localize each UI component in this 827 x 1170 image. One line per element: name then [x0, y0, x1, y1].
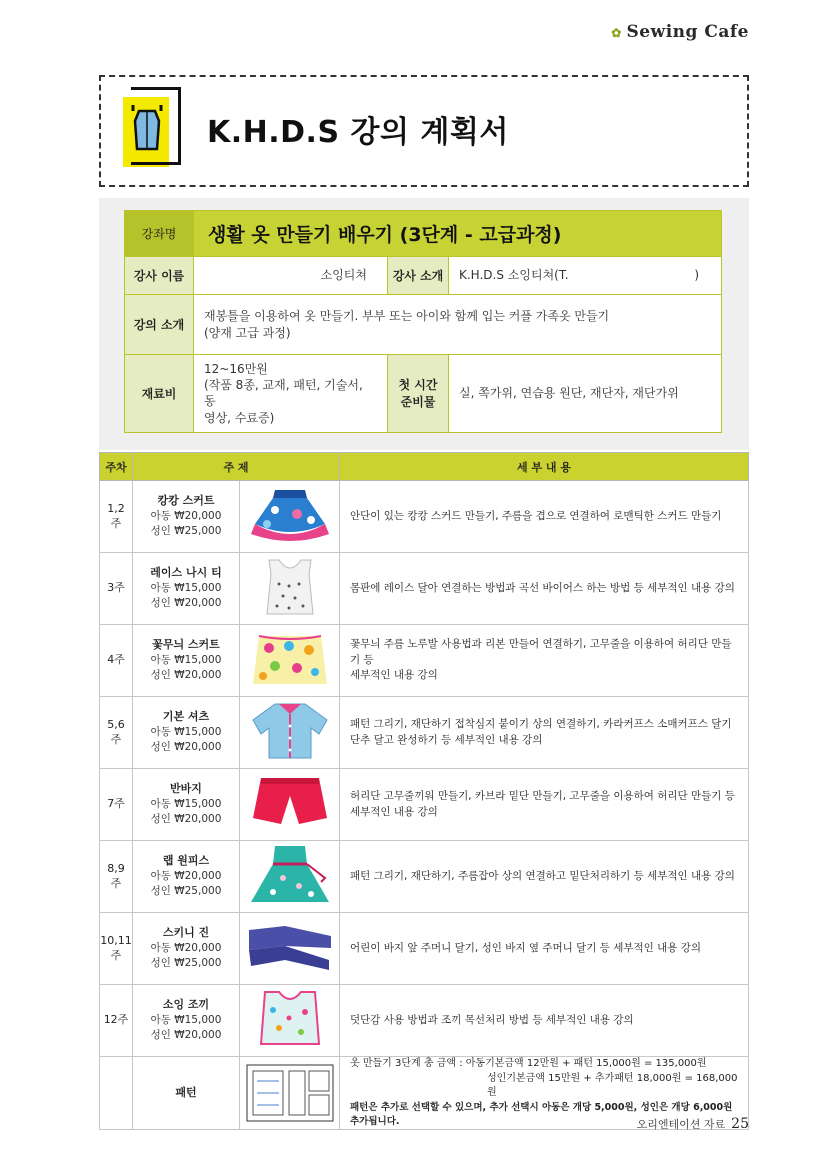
- week-cell: [100, 769, 133, 841]
- pattern-price-line: 옷 만들기 3단계 총 금액 : 아동기본금액 12만원 + 패턴 15,000원 = 135,000원: [350, 1058, 707, 1069]
- week-cell: [100, 841, 133, 913]
- lecture-intro-label: 강의 소개: [125, 295, 194, 355]
- detail-line: 몸판에 레이스 달아 연결하는 방법과 곡선 바이어스 하는 방법 등 세부적인 내용 강의: [350, 581, 735, 594]
- lecture-intro-line: (양재 고급 과정): [204, 325, 291, 340]
- cancan-skirt-image: [245, 484, 335, 546]
- item-name: 소잉 조끼: [162, 998, 210, 1012]
- basic-shirt-image: [245, 700, 335, 762]
- course-info-table: [124, 210, 722, 433]
- material-fee-line: 12~16만원: [204, 362, 268, 376]
- pattern-note: 패턴은 추가로 선택할 수 있으며, 추가 선택시 아동은 개당 5,000원, 성인은 개당 6,000원 추가됩니다.: [350, 1101, 733, 1127]
- table-row: [100, 697, 749, 769]
- instructor-intro-close: ): [694, 268, 699, 283]
- adult-price: 성인 ₩20,000: [150, 669, 222, 682]
- table-row: [100, 841, 749, 913]
- week-cell: [100, 625, 133, 697]
- adult-price: 성인 ₩20,000: [150, 813, 222, 826]
- detail-line: 안단이 있는 캉캉 스커드 만들기, 주름을 겹으로 연결하여 로맨틱한 스커드 만들기: [350, 509, 722, 522]
- detail-cell: [340, 769, 749, 841]
- topic-cell: [133, 1057, 240, 1130]
- adult-price: 성인 ₩20,000: [150, 597, 222, 610]
- lecture-intro-cell: [194, 295, 722, 355]
- week-text: 4주: [107, 653, 125, 667]
- detail-cell: [340, 841, 749, 913]
- course-label: 강좌명: [125, 211, 194, 257]
- kid-price: 아동 ₩15,000: [150, 582, 222, 595]
- image-cell: [240, 769, 340, 841]
- week-text: 7주: [107, 797, 125, 811]
- dress-form-icon: [123, 87, 183, 167]
- adult-price: 성인 ₩25,000: [150, 525, 222, 538]
- leaf-icon: ✿: [611, 26, 627, 40]
- instructor-name-label: 강사 이름: [125, 257, 194, 295]
- image-cell: [240, 841, 340, 913]
- detail-line: 세부적인 내용 강의: [350, 669, 438, 682]
- week-text: 주: [110, 516, 122, 530]
- image-cell: [240, 1057, 340, 1130]
- floral-skirt-image: [245, 628, 335, 690]
- page-footer: [637, 1116, 749, 1132]
- detail-line: 패턴 그리기, 재단하기 접착심지 붙이기 상의 연결하기, 카라커프스 소매커프스 달기: [350, 717, 732, 730]
- material-fee-label: 재료비: [125, 355, 194, 433]
- wrap-dress-image: [245, 844, 335, 906]
- week-text: 주: [110, 876, 122, 890]
- table-row: [100, 769, 749, 841]
- kid-price: 아동 ₩15,000: [150, 726, 222, 739]
- instructor-intro-label: 강사 소개: [388, 257, 449, 295]
- topic-cell: [133, 913, 240, 985]
- brand-name: Sewing Cafe: [626, 22, 749, 42]
- topic-header: 주 제: [133, 453, 340, 481]
- detail-cell: [340, 697, 749, 769]
- table-row: [100, 553, 749, 625]
- table-row: [100, 481, 749, 553]
- topic-cell: [133, 697, 240, 769]
- image-cell: [240, 985, 340, 1057]
- detail-line: 단추 달고 완성하기 등 세부적인 내용 강의: [350, 733, 543, 746]
- first-class-label-line: 첫 시간: [398, 378, 438, 393]
- lace-top-image: [245, 556, 335, 618]
- image-cell: [240, 625, 340, 697]
- kid-price: 아동 ₩20,000: [150, 942, 222, 955]
- detail-line: 세부적인 내용 강의: [350, 805, 438, 818]
- pattern-name: 패턴: [175, 1086, 197, 1100]
- topic-cell: [133, 841, 240, 913]
- image-cell: [240, 553, 340, 625]
- week-cell: [100, 481, 133, 553]
- item-name: 캉캉 스커트: [157, 494, 215, 508]
- week-text: 주: [110, 732, 122, 746]
- table-row: [100, 985, 749, 1057]
- topic-cell: [133, 769, 240, 841]
- course-value: 생활 옷 만들기 배우기 (3단계 - 고급과정): [194, 211, 722, 257]
- topic-cell: [133, 985, 240, 1057]
- shorts-image: [245, 772, 335, 834]
- item-name: 기본 셔츠: [162, 710, 210, 724]
- kid-price: 아동 ₩20,000: [150, 870, 222, 883]
- week-cell: [100, 985, 133, 1057]
- item-name: 레이스 나시 티: [150, 566, 222, 580]
- week-text: 3주: [107, 581, 125, 595]
- kid-price: 아동 ₩20,000: [150, 510, 222, 523]
- detail-header: 세 부 내 용: [340, 453, 749, 481]
- pattern-price-line: 성인기본금액 15만원 + 추가패턴 18,000원 = 168,000원: [487, 1072, 738, 1098]
- week-header: 주차: [100, 453, 133, 481]
- brand-logo: [611, 22, 749, 42]
- detail-line: 꽃무늬 주름 노루발 사용법과 리본 만들어 연결하기, 고무줄을 이용하여 허리단 만들기 등: [350, 637, 732, 666]
- item-name: 반바지: [170, 782, 202, 796]
- instructor-name-value: 소잉티쳐: [194, 257, 388, 295]
- instructor-intro-cell: [449, 257, 722, 295]
- table-row: [100, 913, 749, 985]
- schedule-table: [99, 452, 749, 1130]
- pattern-sheet-image: [245, 1061, 335, 1123]
- page-number: 25: [731, 1116, 749, 1132]
- detail-cell: [340, 481, 749, 553]
- adult-price: 성인 ₩25,000: [150, 885, 222, 898]
- vest-image: [245, 988, 335, 1050]
- first-class-value: 실, 쪽가위, 연습용 원단, 재단자, 재단가위: [449, 355, 722, 433]
- topic-cell: [133, 553, 240, 625]
- week-cell: [100, 1057, 133, 1130]
- detail-cell: [340, 553, 749, 625]
- footer-label: 오리엔테이션 자료: [636, 1118, 726, 1131]
- week-text: 12주: [103, 1013, 129, 1027]
- instructor-intro-value: K.H.D.S 소잉티쳐(T.: [459, 268, 569, 283]
- detail-cell: [340, 913, 749, 985]
- adult-price: 성인 ₩25,000: [150, 957, 222, 970]
- adult-price: 성인 ₩20,000: [150, 741, 222, 754]
- topic-cell: [133, 481, 240, 553]
- item-name: 랩 원피스: [162, 854, 210, 868]
- material-fee-cell: [194, 355, 388, 433]
- week-cell: [100, 697, 133, 769]
- detail-line: 어린이 바지 앞 주머니 달기, 성인 바지 옆 주머니 달기 등 세부적인 내용 강의: [350, 941, 702, 954]
- detail-line: 패턴 그리기, 재단하기, 주름잡아 상의 연결하고 밑단처리하기 등 세부적인 내용 강의: [350, 869, 735, 882]
- table-row: [100, 625, 749, 697]
- week-text: 5,6: [107, 718, 125, 732]
- title-box: [99, 75, 749, 187]
- detail-cell: [340, 985, 749, 1057]
- skinny-jeans-image: [245, 916, 335, 978]
- kid-price: 아동 ₩15,000: [150, 654, 222, 667]
- image-cell: [240, 481, 340, 553]
- item-name: 꽃무늬 스커트: [152, 638, 220, 652]
- first-class-label-line: 준비물: [400, 395, 436, 410]
- week-text: 8,9: [107, 862, 125, 876]
- detail-line: 덧단감 사용 방법과 조끼 목선처리 방법 등 세부적인 내용 강의: [350, 1013, 634, 1026]
- week-cell: [100, 553, 133, 625]
- image-cell: [240, 913, 340, 985]
- kid-price: 아동 ₩15,000: [150, 1014, 222, 1027]
- image-cell: [240, 697, 340, 769]
- topic-cell: [133, 625, 240, 697]
- page-title: K.H.D.S 강의 계획서: [207, 115, 509, 150]
- material-fee-line: 영상, 수료증): [204, 410, 275, 425]
- week-text: 1,2: [107, 502, 125, 516]
- lecture-intro-line: 재봉틀을 이용하여 옷 만들기. 부부 또는 아이와 함께 입는 커플 가족옷 만들기: [204, 309, 610, 324]
- week-text: 10,11: [100, 934, 132, 948]
- adult-price: 성인 ₩20,000: [150, 1029, 222, 1042]
- material-fee-line: (작품 8종, 교재, 패턴, 기술서, 동: [204, 378, 363, 409]
- week-text: 주: [110, 948, 122, 962]
- item-name: 스키니 진: [162, 926, 210, 940]
- first-class-label: [388, 355, 449, 433]
- week-cell: [100, 913, 133, 985]
- detail-cell: [340, 625, 749, 697]
- kid-price: 아동 ₩15,000: [150, 798, 222, 811]
- detail-line: 허리단 고무줄끼워 만들기, 카브라 밑단 만들기, 고무줄을 이용하여 허리단 만들기 등: [350, 789, 735, 802]
